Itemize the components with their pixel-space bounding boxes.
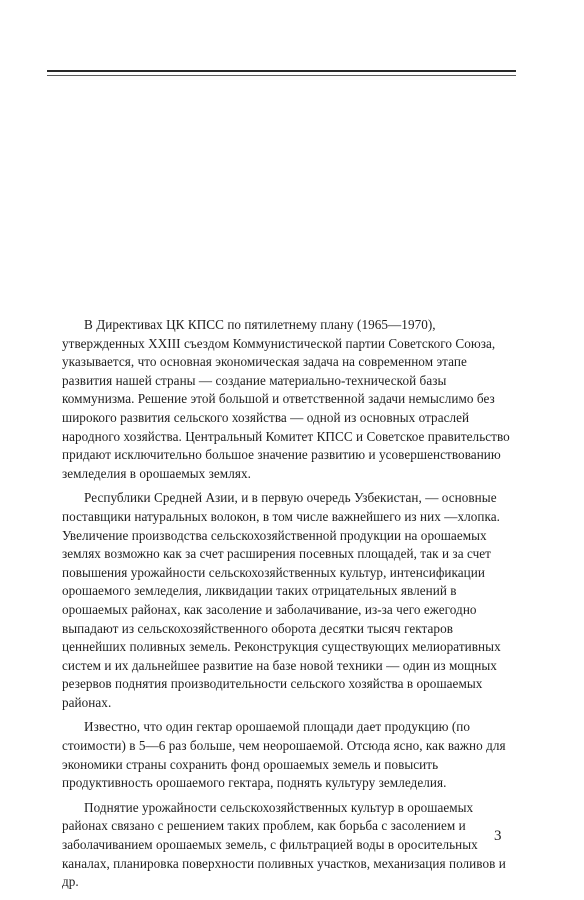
header-rule-secondary	[47, 75, 516, 76]
page-number: 3	[494, 828, 502, 844]
paragraph: Республики Средней Азии, и в первую очередь Узбекистан, — основные поставщики натуральных волокон, в том числе важнейшего из них —хлопка. Увеличение производства сельскохозяйственной продукции на орошаемых землях возможно как за счет расширения посевных площадей, так и за счет повышения урожайности сельскохозяйственных культур, интенсификации орошаемого земледелия, ликвидации таких отрицательных явлений в орошаемых районах, как засоление и заболачивание, из-за чего ежегодно выпадают из сельскохозяйственного оборота десятки тысяч гектаров ценнейших поливных земель. Реконструкция существующих мелиоративных систем и их дальнейшее развитие на базе новой техники — один из мощных резервов поднятия производительности сельского хозяйства в орошаемых районах.	[62, 490, 501, 710]
header-rule	[47, 70, 516, 72]
paragraph: Известно, что один гектар орошаемой площади дает продукцию (по стоимости) в 5—6 раз больше, чем неорошаемой. Отсюда ясно, как важно для экономики страны сохранить фонд орошаемых земель и повысить продуктивность орошаемого гектара, поднять культуру земледелия.	[62, 719, 506, 791]
body-text	[62, 316, 519, 898]
paragraph: В Директивах ЦК КПСС по пятилетнему плану (1965—1970), утвержденных XXIII съездом Коммунистической партии Советского Союза, указывается, что основная экономическая задача на современном этапе развития нашей страны — создание материально-технической базы коммунизма. Решение этой большой и ответственной задачи немыслимо без широкого развития сельского хозяйства — одной из основных отраслей народного хозяйства. Центральный Комитет КПСС и Советское правительство придают исключительно большое значение развитию и усовершенствованию земледелия в орошаемых землях.	[62, 317, 510, 481]
paragraph: Поднятие урожайности сельскохозяйственных культур в орошаемых районах связано с решением таких проблем, как борьба с засолением и заболачиванием орошаемых земель, с фильтрацией воды в оросительных каналах, планировка поверхности поливных участков, механизация поливов и др.	[62, 799, 506, 890]
